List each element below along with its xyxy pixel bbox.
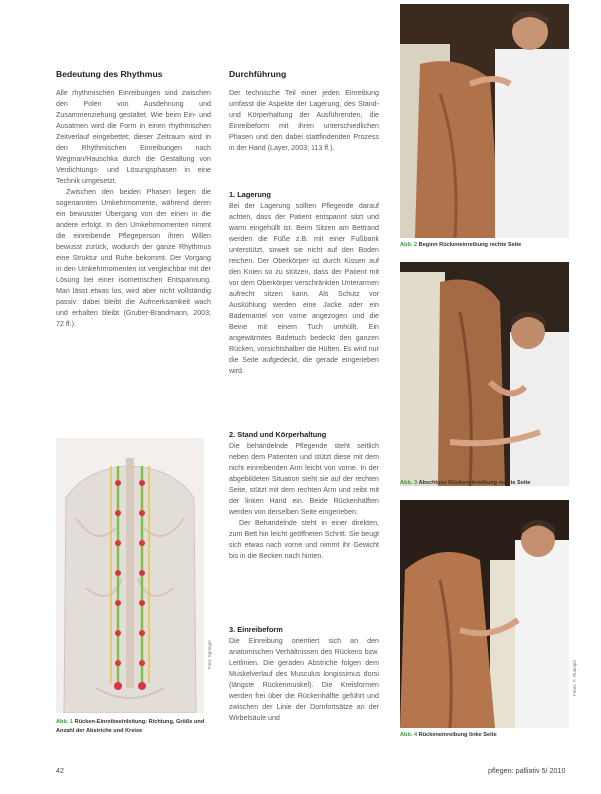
middle-heading: Durchführung	[229, 69, 287, 79]
section-3-paragraph-1: Die Einreibung orientiert sich an den anatomischen Verhältnissen des Rückens bzw. Leitlinien. Die geraden Abstriche folgen dem Muskelverlauf des Musculus longissimus dorsi (längste Rückenmuskel). Die Kreisformen werden frei über die Rückenhälfte geführt und zwischen der Linie der Dornfortsätze an der Wirbelsäule und	[229, 637, 379, 722]
section-3-body	[229, 636, 379, 724]
figure-4-credit: Fotos: F. Rudolph	[572, 660, 577, 697]
left-paragraph-1: Alle rhythmischen Einreibungen sind zwischen den Polen von Ausdehnung und Zusammenziehung gestaltet. Wie beim Ein- und Ausatmen wird die Form in einen rhythmischen Zeitverlauf eingebettet; dieser Zeitraum wird in den Rhythmischen Einreibungen nach Wegman/Hauschka durch die Gestaltung von Verdichtungs- und Lösungsphasen in eine Technik umgesetzt.	[56, 89, 211, 185]
section-2-body	[229, 441, 379, 562]
figure-2-photo	[400, 4, 569, 238]
section-2-title: 2. Stand und Körperhaltung	[229, 430, 327, 439]
figure-4-caption	[400, 731, 575, 740]
figure-1-caption	[56, 718, 216, 735]
figure-3-number: Abb. 3	[400, 480, 418, 486]
figure-3-text: Abschluss Rückeneinreibung rechte Seite	[418, 480, 531, 486]
figure-2-number: Abb. 2	[400, 242, 418, 248]
left-body	[56, 88, 211, 330]
figure-4-photo	[400, 500, 569, 728]
figure-1-number: Abb. 1	[56, 719, 74, 725]
journal-name: pflegen: palliativ 5/ 2010	[488, 766, 566, 775]
back-anatomy-svg	[56, 438, 204, 713]
figure-4-number: Abb. 4	[400, 732, 418, 738]
figure-2-text: Beginn Rückeneinreibung rechte Seite	[418, 242, 522, 248]
section-3-title: 3. Einreibeform	[229, 625, 283, 634]
section-1-body	[229, 201, 379, 377]
page-number: 42	[56, 766, 64, 775]
figure-1-anatomy-illustration	[56, 438, 204, 713]
section-1-title: 1. Lagerung	[229, 190, 271, 199]
figure-4-text: Rückeneinreibung linke Seite	[418, 732, 497, 738]
left-paragraph-2: Zwischen den beiden Phasen liegen die sogenannten Umkehrmomente, während deren ein bewusster Übergang von der einen in die andere erfolgt. In den Umkehrmomenten nimmt die einreibende Pflegeperson ihren Willen bewusst zurück, wodurch der ganze Rhythmus eine Struktur und Ruhe bekommt. Der Vorgang in den Umkehrmomenten ist vergleichbar mit der Lösung bei einer isometrischen Entspannung. Man lässt etwas los, wird aber nicht vollständig passiv: dabei bleibt die Aufmerksamkeit wach und erhalten bleibt (Gruber-Brandmann, 2003; 72 ff.).	[56, 188, 211, 328]
figure-1-text: Rücken-Einreibeeinleitung: Richtung, Größe und Anzahl der Abstriche und Kreise	[56, 719, 205, 734]
left-heading: Bedeutung des Rhythmus	[56, 69, 163, 79]
figure-3-photo	[400, 262, 569, 486]
figure-1-credit: Foto: Springer	[207, 640, 212, 670]
section-2-paragraph-2: Der Behandelnde steht in einer direkten, zum Bett hin leicht geöffneten Schritt. Sie beugt sich etwas nach vorne und nimmt ihr Gewicht bis in die Becken nach hinten.	[229, 519, 379, 560]
figure-2-caption	[400, 241, 575, 250]
figure-3-caption	[400, 479, 575, 488]
middle-body	[229, 88, 379, 154]
section-1-paragraph-1: Bei der Lagerung sollten Pflegende darauf achten, dass der Patient entspannt sitzt und warm eingehüllt ist. Beim Sitzen am Bettrand werden die Füße z.B. mit einer Fußbank unterstützt, soweit sie nicht auf den Boden reichen. Der Oberkörper ist durch Kissen auf den Knien so zu stützen, dass der Patient mit vor dem Oberkörper verschränkten Unterarmen aufrecht sitzen kann. Als Schutz vor Auskühlung werden eine Jacke oder ein Bademantel von vorne angezogen und die Beine mit einem Tuch umhüllt. Ein angewärmtes Badetuch bedeckt den ganzen Rücken, vorsichtshalber die Hüften. Es wird nur die Seite aufgedeckt, die gerade eingerieben wird.	[229, 202, 379, 375]
middle-intro: Der technische Teil einer jeden Einreibung umfasst die Aspekte der Lagerung, des Stand- und Körperhaltung der Ausführenden, die Einreibeform mit ihren unterschiedlichen Phasen und den dabei stattfindenden Prozess in der Hand (Layer, 2003; 113 ff.).	[229, 89, 379, 152]
section-2-paragraph-1: Die behandelnde Pflegende steht seitlich neben dem Patienten und stützt diese mit dem nicht einreibenden Arm leicht von vorne. In der abgebildeten Situation steht sie auf der rechten Seite, stützt mit dem rechten Arm und reibt mit der linken Hand ein. Beide Rückenhälften werden von derselben Seite eingerieben.	[229, 442, 379, 516]
